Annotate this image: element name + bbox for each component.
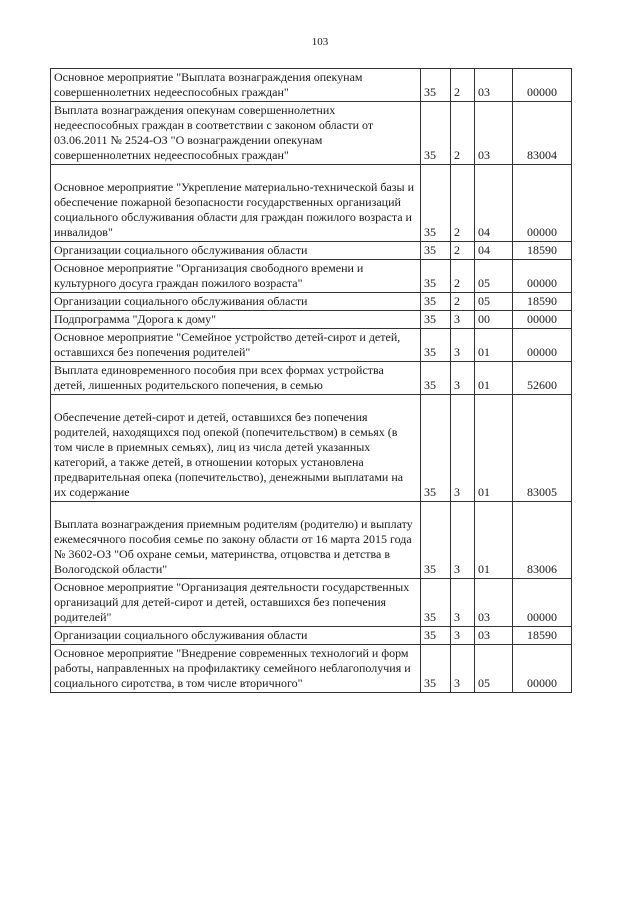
table-row — [51, 260, 572, 293]
row-subprogram-code: 3 — [451, 311, 475, 329]
row-leading-space — [54, 166, 417, 180]
row-program-code: 35 — [421, 69, 451, 102]
row-direction-code: 00000 — [513, 579, 572, 627]
row-program-code: 35 — [421, 311, 451, 329]
table-row — [51, 69, 572, 102]
row-direction-code: 83004 — [513, 102, 572, 165]
row-activity-code: 03 — [475, 627, 513, 645]
row-subprogram-code: 3 — [451, 645, 475, 693]
row-program-code: 35 — [421, 102, 451, 165]
row-subprogram-code: 3 — [451, 627, 475, 645]
row-name-cell: Основное мероприятие "Выплата вознаграждения опекунам совершеннолетних недееспособных граждан" — [51, 69, 421, 102]
row-subprogram-code: 3 — [451, 362, 475, 395]
row-direction-code: 18590 — [513, 242, 572, 260]
row-direction-code: 00000 — [513, 260, 572, 293]
table-row — [51, 242, 572, 260]
table-row — [51, 502, 572, 579]
row-subprogram-code: 3 — [451, 395, 475, 502]
row-subprogram-code: 3 — [451, 502, 475, 579]
row-name-cell: Основное мероприятие "Внедрение современных технологий и форм работы, направленных на профилактику семейного неблагополучия и социального сиротства, в том числе вторичного" — [51, 645, 421, 693]
table-row — [51, 645, 572, 693]
row-program-code: 35 — [421, 579, 451, 627]
row-activity-code: 05 — [475, 645, 513, 693]
row-name-text: Основное мероприятие "Укрепление материально-технической базы и обеспечение пожарной безопасности государственных организаций социального обслуживания области для граждан пожилого возраста и инвалидов" — [54, 180, 415, 239]
row-subprogram-code: 2 — [451, 165, 475, 242]
row-program-code: 35 — [421, 329, 451, 362]
row-direction-code: 52600 — [513, 362, 572, 395]
row-activity-code: 00 — [475, 311, 513, 329]
row-direction-code: 18590 — [513, 293, 572, 311]
row-name-cell: Выплата единовременного пособия при всех формах устройства детей, лишенных родительского попечения, в семью — [51, 362, 421, 395]
budget-table-body — [51, 69, 572, 693]
table-row — [51, 362, 572, 395]
row-direction-code: 00000 — [513, 165, 572, 242]
row-program-code: 35 — [421, 627, 451, 645]
row-name-cell: Выплата вознаграждения опекунам совершеннолетних недееспособных граждан в соответствии с законом области от 03.06.2011 № 2524-ОЗ "О вознаграждении опекунам совершеннолетних недееспособных граждан" — [51, 102, 421, 165]
row-subprogram-code: 2 — [451, 260, 475, 293]
table-row — [51, 627, 572, 645]
row-leading-space — [54, 503, 417, 517]
table-row — [51, 293, 572, 311]
row-activity-code: 03 — [475, 69, 513, 102]
row-leading-space — [54, 396, 417, 410]
table-row — [51, 102, 572, 165]
row-name-cell — [51, 502, 421, 579]
row-name-cell — [51, 395, 421, 502]
row-activity-code: 01 — [475, 502, 513, 579]
row-activity-code: 03 — [475, 579, 513, 627]
row-program-code: 35 — [421, 362, 451, 395]
row-name-cell: Организации социального обслуживания области — [51, 627, 421, 645]
row-activity-code: 03 — [475, 102, 513, 165]
row-direction-code: 83005 — [513, 395, 572, 502]
row-subprogram-code: 3 — [451, 579, 475, 627]
row-program-code: 35 — [421, 502, 451, 579]
row-direction-code: 00000 — [513, 311, 572, 329]
row-activity-code: 01 — [475, 362, 513, 395]
row-name-cell: Организации социального обслуживания области — [51, 293, 421, 311]
row-name-cell: Основное мероприятие "Организация деятельности государственных организаций для детей-сирот и детей, оставшихся без попечения родителей" — [51, 579, 421, 627]
table-row — [51, 329, 572, 362]
row-name-text: Обеспечение детей-сирот и детей, оставшихся без попечения родителей, находящихся под опекой (попечительством) в семьях (в том числе в приемных семьях), лиц из числа детей указанных категорий, а также детей, в отношении которых установлена предварительная опека (попечительство), денежными выплатами на их содержание — [54, 410, 404, 499]
row-direction-code: 83006 — [513, 502, 572, 579]
row-activity-code: 05 — [475, 260, 513, 293]
budget-table — [50, 68, 572, 693]
row-direction-code: 00000 — [513, 645, 572, 693]
row-subprogram-code: 2 — [451, 69, 475, 102]
row-program-code: 35 — [421, 293, 451, 311]
row-program-code: 35 — [421, 242, 451, 260]
row-program-code: 35 — [421, 165, 451, 242]
table-row — [51, 165, 572, 242]
row-activity-code: 01 — [475, 395, 513, 502]
row-name-cell: Организации социального обслуживания области — [51, 242, 421, 260]
row-name-cell: Подпрограмма "Дорога к дому" — [51, 311, 421, 329]
row-direction-code: 18590 — [513, 627, 572, 645]
row-activity-code: 04 — [475, 242, 513, 260]
row-subprogram-code: 3 — [451, 329, 475, 362]
row-program-code: 35 — [421, 395, 451, 502]
row-subprogram-code: 2 — [451, 102, 475, 165]
table-row — [51, 395, 572, 502]
table-row — [51, 311, 572, 329]
row-name-text: Выплата вознаграждения приемным родителям (родителю) и выплату ежемесячного пособия семье по закону области от 16 марта 2015 года № 3602-ОЗ "Об охране семьи, материнства, отцовства и детства в Вологодской области" — [54, 517, 413, 576]
row-direction-code: 00000 — [513, 329, 572, 362]
row-activity-code: 04 — [475, 165, 513, 242]
row-subprogram-code: 2 — [451, 242, 475, 260]
row-activity-code: 05 — [475, 293, 513, 311]
row-direction-code: 00000 — [513, 69, 572, 102]
row-name-cell: Основное мероприятие "Организация свободного времени и культурного досуга граждан пожилого возраста" — [51, 260, 421, 293]
row-subprogram-code: 2 — [451, 293, 475, 311]
row-program-code: 35 — [421, 645, 451, 693]
row-activity-code: 01 — [475, 329, 513, 362]
row-name-cell: Основное мероприятие "Семейное устройство детей-сирот и детей, оставшихся без попечения родителей" — [51, 329, 421, 362]
page-number: 103 — [311, 36, 329, 48]
row-name-cell — [51, 165, 421, 242]
row-program-code: 35 — [421, 260, 451, 293]
table-row — [51, 579, 572, 627]
